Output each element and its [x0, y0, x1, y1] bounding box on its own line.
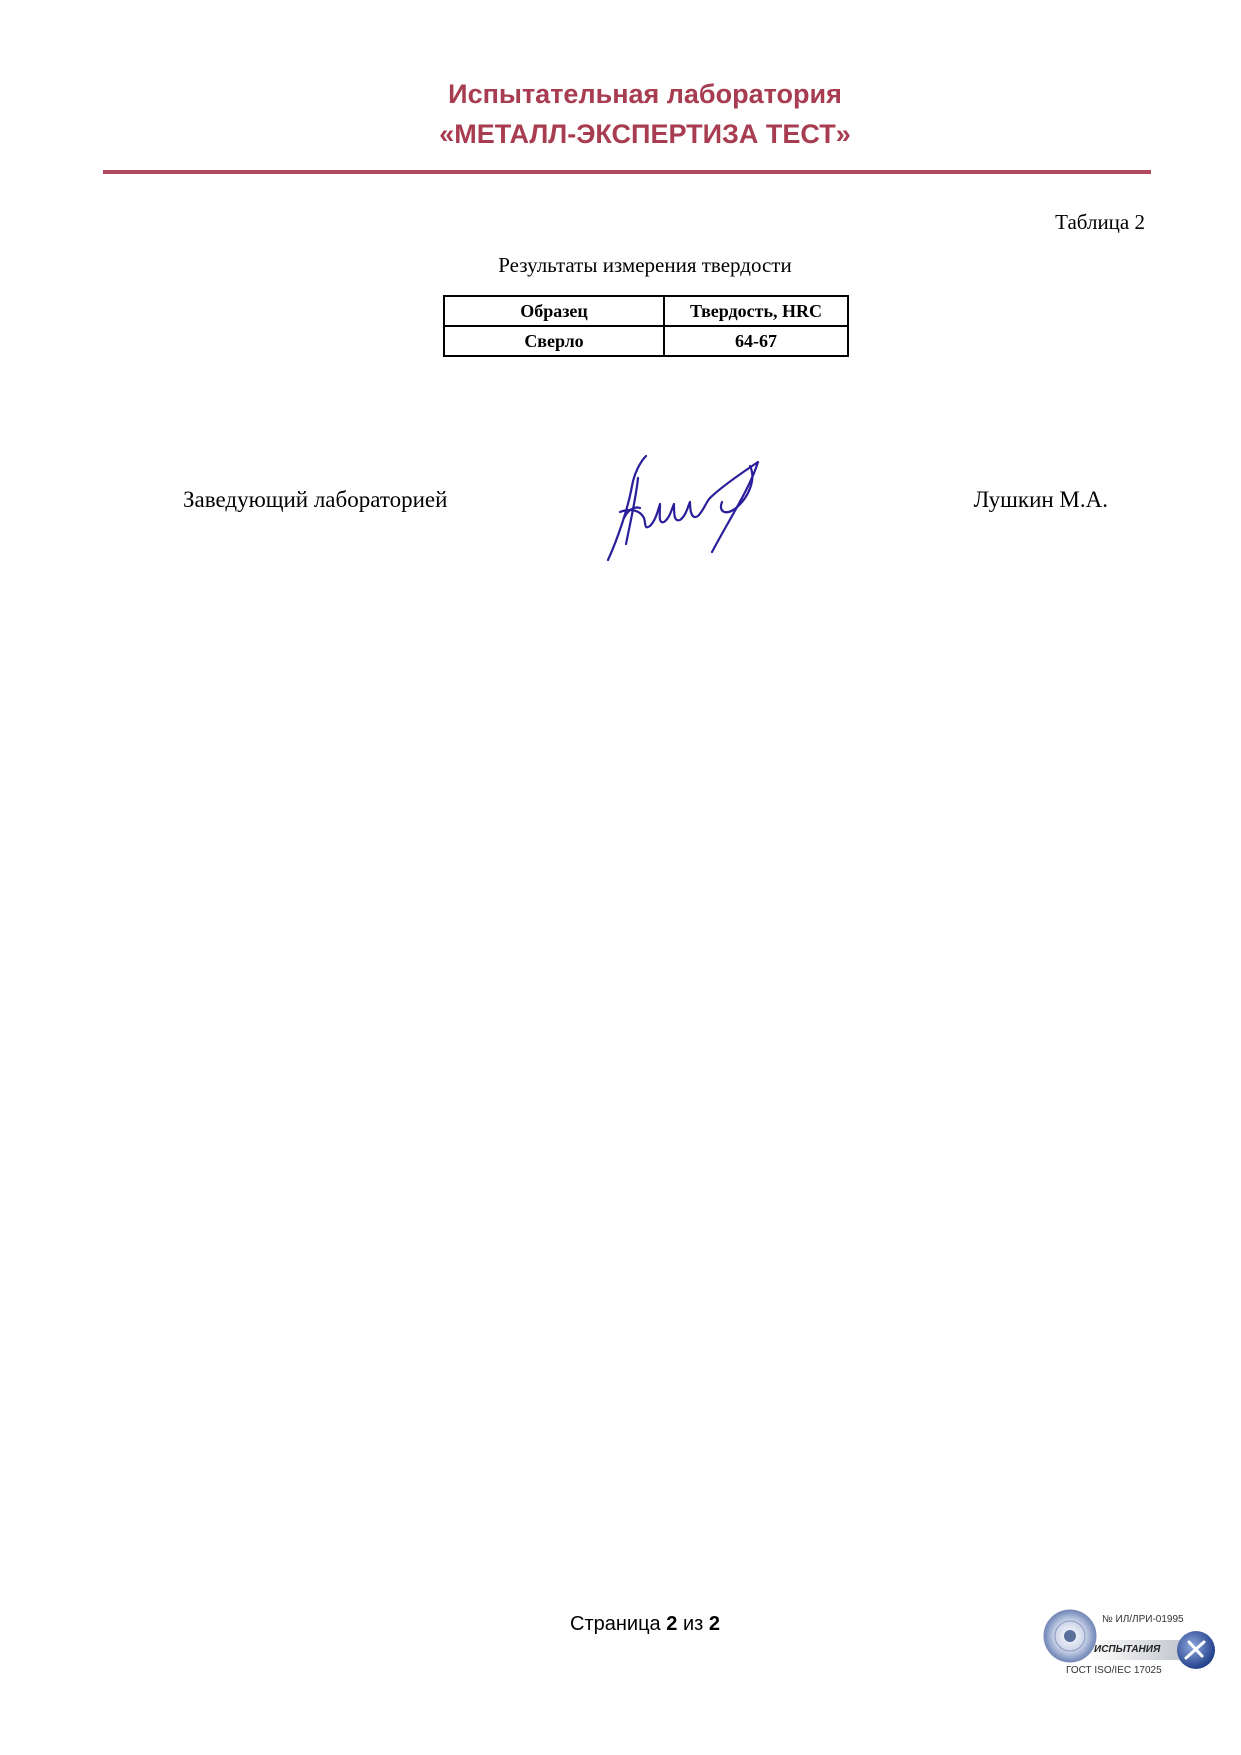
handwritten-signature: [600, 448, 780, 568]
table-cell: Сверло: [444, 326, 664, 356]
results-table: [443, 295, 849, 357]
page-separator: из: [682, 1613, 704, 1635]
page-label: Страница: [570, 1613, 661, 1635]
table-cell: 64-67: [664, 326, 848, 356]
page-current: 2: [666, 1613, 678, 1635]
badge-label: ИСПЫТАНИЯ: [1094, 1644, 1161, 1655]
table-caption: Результаты измерения твердости: [498, 253, 792, 277]
table-header-cell: Образец: [444, 296, 664, 326]
accreditation-badge: [1040, 1604, 1218, 1684]
header-divider: [103, 170, 1151, 174]
table-header-row: [444, 296, 848, 326]
signatory-role: Заведующий лабораторией: [183, 487, 448, 512]
lab-header: [0, 74, 1241, 154]
table-row: [444, 326, 848, 356]
table-header-cell: Твердость, HRC: [664, 296, 848, 326]
badge-number: № ИЛ/ЛРИ-01995: [1102, 1614, 1184, 1625]
table-number: Таблица 2: [1055, 210, 1145, 234]
page-total: 2: [708, 1613, 720, 1635]
lab-title: Испытательная лаборатория: [448, 79, 842, 109]
signatory-name: Лушкин М.А.: [973, 487, 1108, 512]
lab-name: «МЕТАЛЛ-ЭКСПЕРТИЗА ТЕСТ»: [439, 119, 851, 149]
badge-standard: ГОСТ ISO/IEC 17025: [1066, 1665, 1162, 1676]
